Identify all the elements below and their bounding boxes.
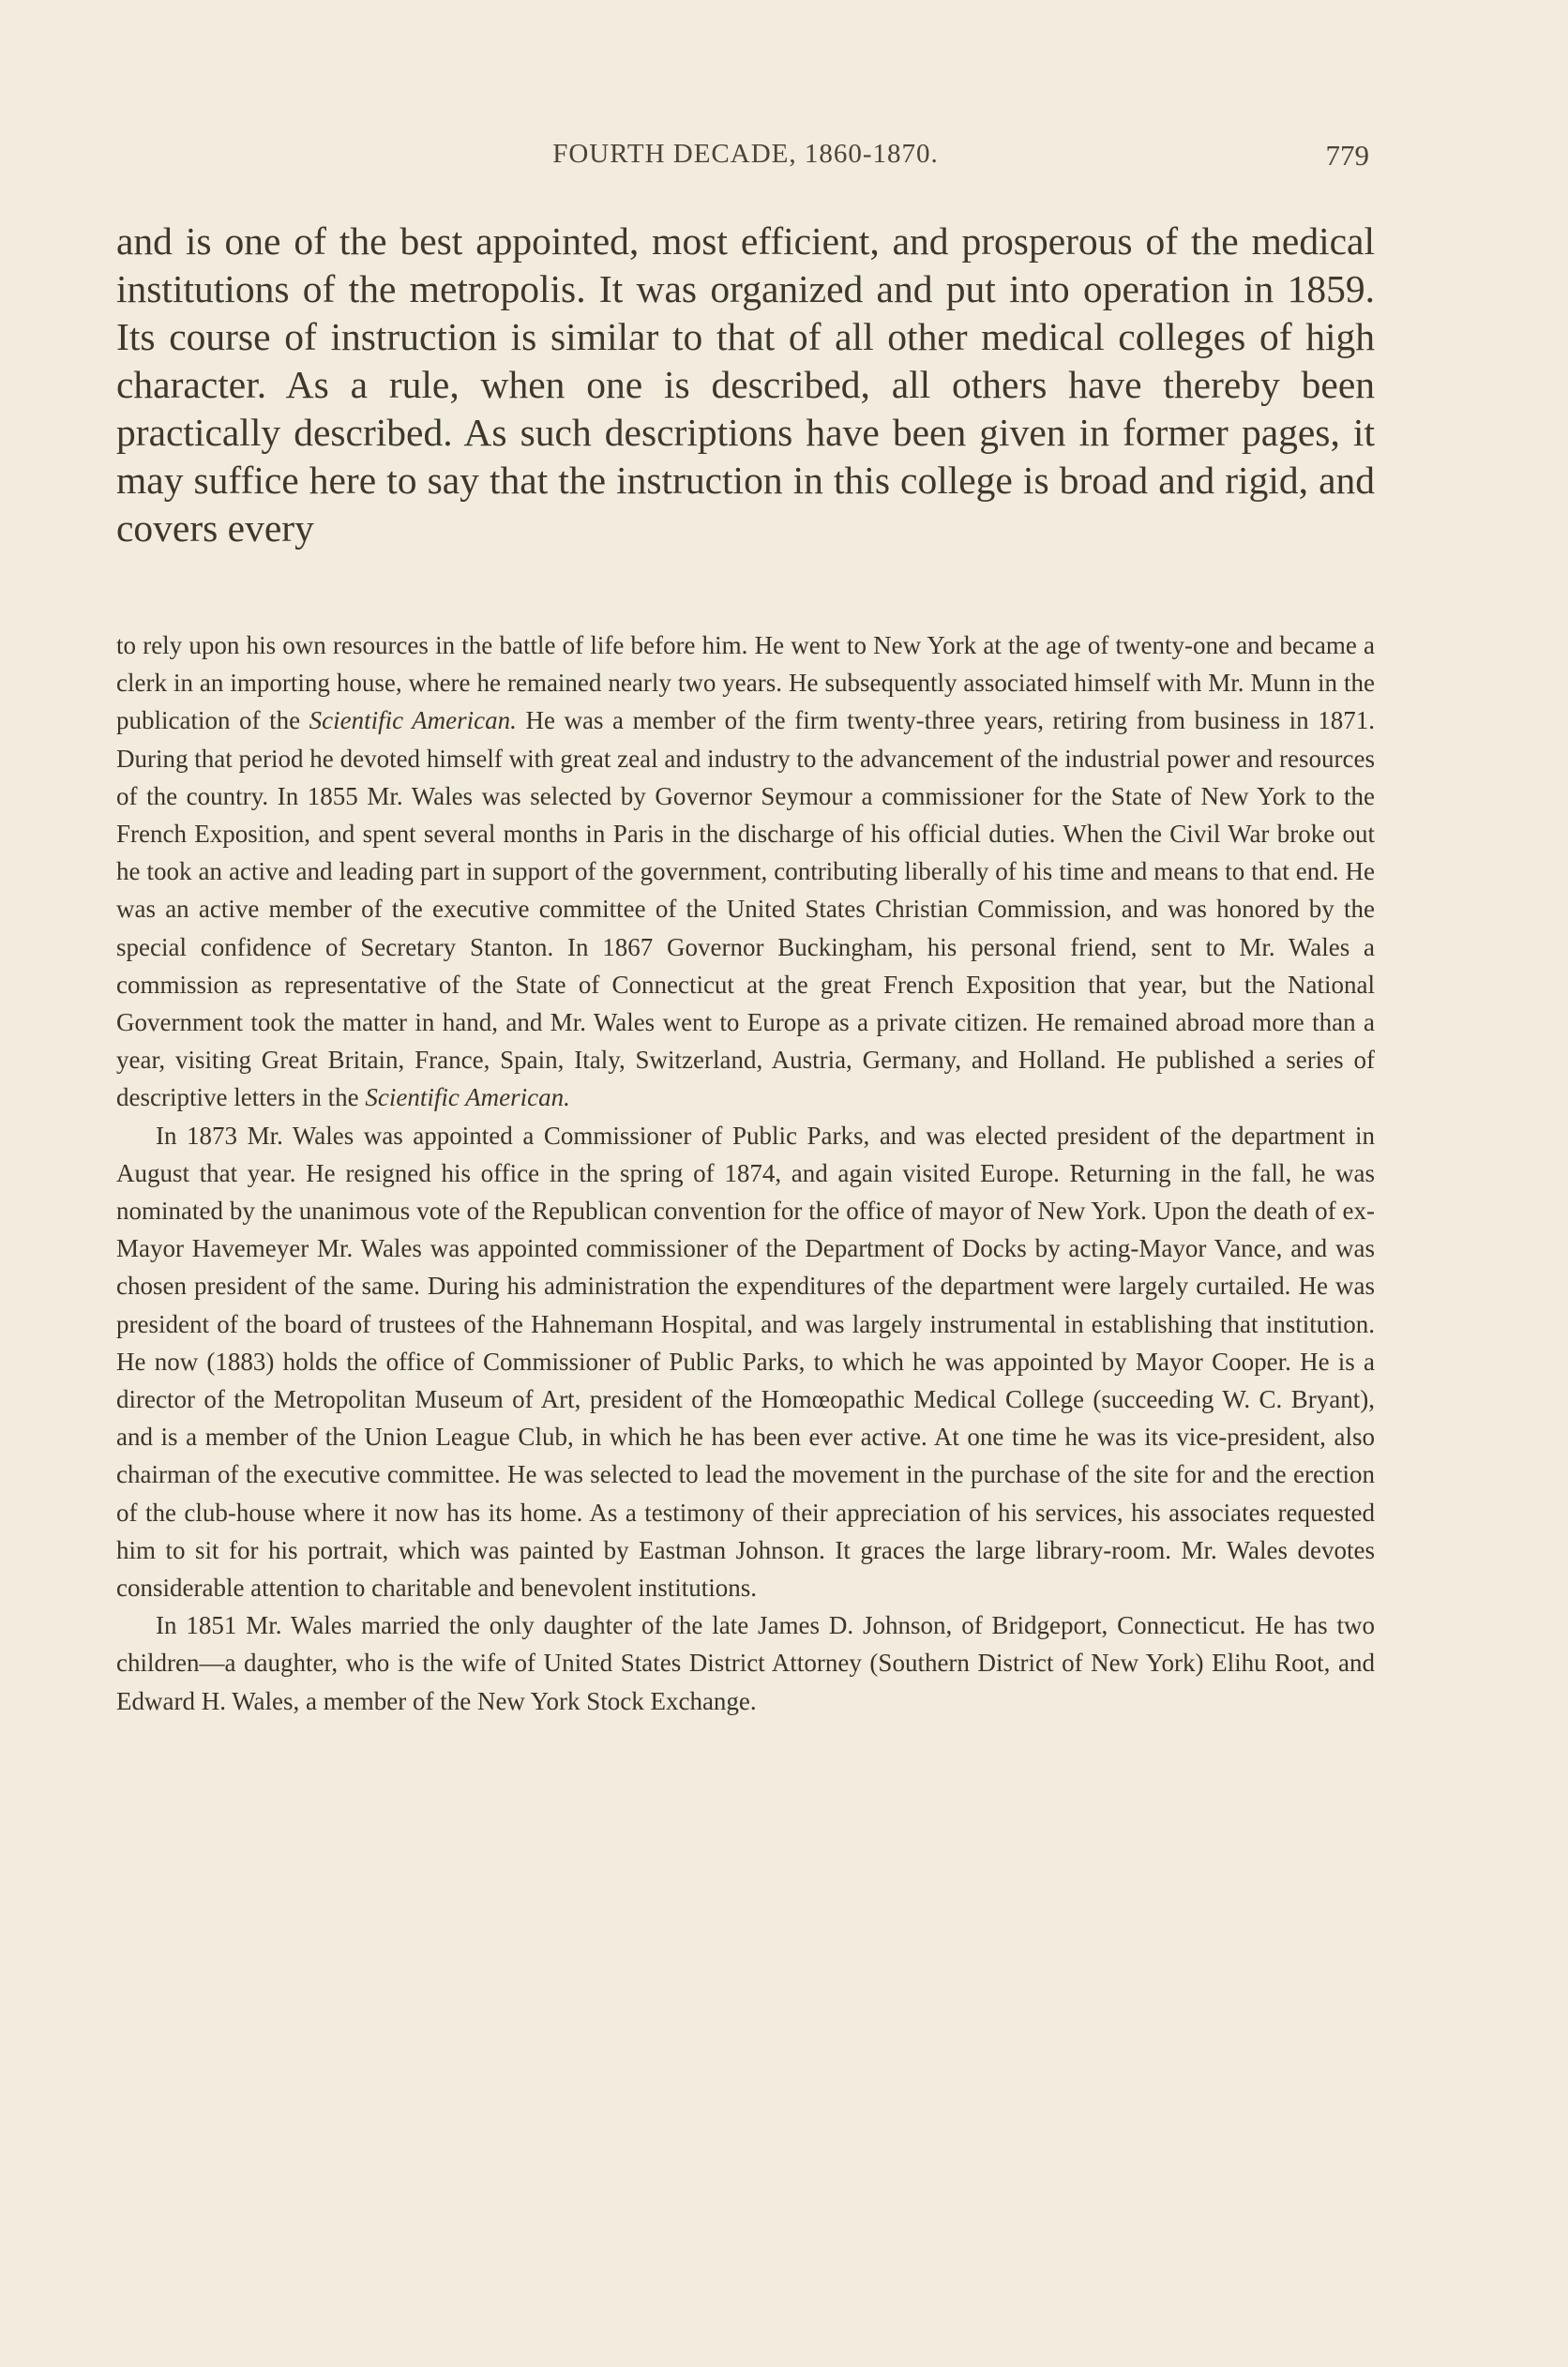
main-text — [116, 218, 1375, 552]
footnote-paragraph-2: In 1873 Mr. Wales was appointed a Commissioner of Public Parks, and was elected president of the department in August that year. He resigned his office in the spring of 1874, and again visited Europe. Returning in the fall, he was nominated by the unanimous vote of the Republican convention for the office of mayor of New York. Upon the death of ex-Mayor Havemeyer Mr. Wales was appointed commissioner of the Department of Docks by acting-Mayor Vance, and was chosen president of the same. During his administration the expenditures of the department were largely curtailed. He was president of the board of trustees of the Hahnemann Hospital, and was largely instrumental in establishing that institution. He now (1883) holds the office of Commissioner of Public Parks, to which he was appointed by Mayor Cooper. He is a director of the Metropolitan Museum of Art, president of the Homœopathic Medical College (succeeding W. C. Bryant), and is a member of the Union League Club, in which he has been ever active. At one time he was its vice-president, also chairman of the executive committee. He was selected to lead the movement in the purchase of the site for and the erection of the club-house where it now has its home. As a testimony of their appreciation of his services, his associates requested him to sit for his portrait, which was painted by Eastman Johnson. It graces the large library-room. Mr. Wales devotes considerable attention to charitable and benevolent institutions. — [116, 1121, 1375, 1603]
footnote-text: He was a member of the firm twenty-three years, retiring from business in 1871. During that period he devoted himself with great zeal and industry to the advancement of the industrial power and resources of the country. In 1855 Mr. Wales was selected by Governor Seymour a commissioner for the State of New York to the French Exposition, and spent several months in Paris in the discharge of his official duties. When the Civil War broke out he took an active and leading part in support of the government, contributing liberally of his time and means to that end. He was an active member of the executive committee of the United States Christian Commission, and was honored by the special confidence of Secretary Stanton. In 1867 Governor Buckingham, his personal friend, sent to Mr. Wales a commission as representative of the State of Connecticut at the great French Exposition that year, but the National Government took the matter in hand, and Mr. Wales went to Europe as a private citizen. He remained abroad more than a year, visiting Great Britain, France, Spain, Italy, Switzerland, Austria, Germany, and Holland. He published a series of descriptive letters in the — [116, 706, 1375, 1112]
page-number: 779 — [1325, 139, 1369, 172]
running-head: FOURTH DECADE, 1860-1870. — [552, 139, 939, 169]
main-paragraph: and is one of the best appointed, most efficient, and prosperous of the medical institutions of the metropolis. It was organized and put into operation in 1859. Its course of instruction is similar to that of all other medical colleges of high character. As a rule, when one is described, all others have thereby been practically described. As such descriptions have been given in former pages, it may suffice here to say that the instruction in this college is broad and rigid, and covers every — [116, 219, 1375, 550]
publication-title: Scientific American. — [365, 1083, 570, 1112]
footnote-paragraph-3: In 1851 Mr. Wales married the only daughter of the late James D. Johnson, of Bridgeport, Connecticut. He has two children—a daughter, who is the wife of United States District Attorney (Southern District of New York) Elihu Root, and Edward H. Wales, a member of the New York Stock Exchange. — [116, 1611, 1375, 1715]
publication-title: Scientific American. — [309, 706, 517, 735]
page-header — [116, 139, 1375, 180]
footnote — [116, 626, 1375, 1720]
footnote-paragraph-1 — [116, 626, 1375, 1117]
footnote-text: to rely upon his own resources in the battle of life before him. He went to New York at the age of twenty-one and became a clerk in an importing house, where he remained nearly two years. He subsequently associated himself with Mr. Munn in the publication of the — [116, 631, 1375, 735]
